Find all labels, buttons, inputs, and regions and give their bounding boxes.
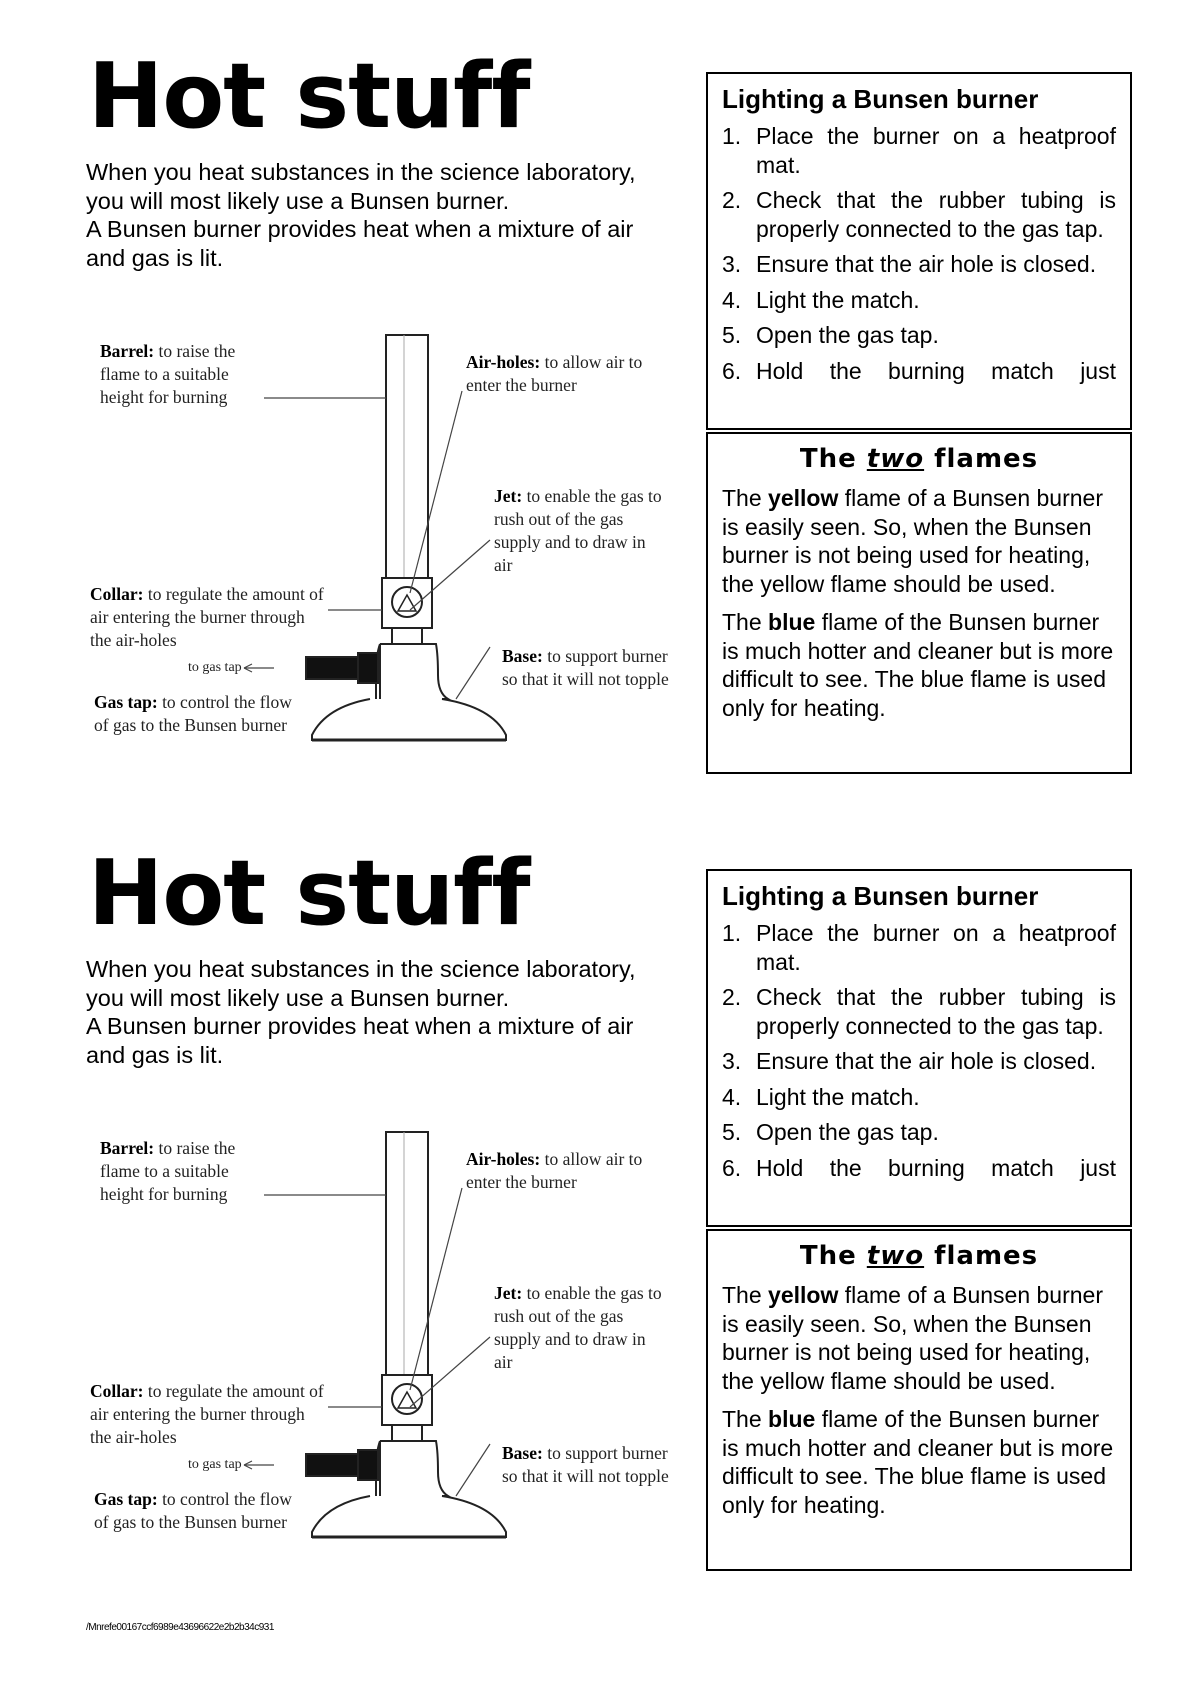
document-id: /Mnrefe00167ccf6989e43696622e2b2b34c931 <box>86 1622 274 1633</box>
lighting-step <box>722 122 1116 179</box>
lighting-step <box>722 186 1116 243</box>
collar-label <box>90 583 328 652</box>
jet-label-text: to enable the gas to rush out of the gas supply and to draw in air <box>494 486 662 575</box>
page-title: Hot stuff <box>88 841 530 946</box>
step-number: 3. <box>722 1048 742 1074</box>
airholes-label <box>466 1148 656 1194</box>
step-number: 3. <box>722 251 742 277</box>
step-text: Hold the burning match just <box>756 1154 1116 1181</box>
flames-heading-pre: The <box>799 444 857 474</box>
yellow-pre: The <box>722 485 762 511</box>
step-text: Ensure that the air hole is closed. <box>756 251 1097 277</box>
step-number: 2. <box>722 187 742 213</box>
step-text: Open the gas tap. <box>756 1119 939 1145</box>
lighting-step <box>722 983 1116 1040</box>
base-label <box>502 645 684 691</box>
base-label <box>502 1442 684 1488</box>
blue-flame-paragraph <box>722 608 1116 722</box>
jet-label-head: Jet: <box>494 486 523 506</box>
base-label-text: to support burner so that it will not topple <box>502 1443 669 1486</box>
intro-line: When you heat substances in the science laboratory, you will most likely use a Bunsen burner. <box>86 956 636 1011</box>
yellow-text: flame of a Bunsen burner is easily seen. So, when the Bunsen burner is not being used for heating, the yellow flame should be used. <box>722 485 1104 597</box>
flames-heading-post: flames <box>934 1241 1039 1271</box>
bunsen-burner-diagram <box>86 1092 686 1562</box>
two-flames-box <box>706 432 1132 774</box>
barrel-label <box>100 340 270 409</box>
step-number: 5. <box>722 1119 742 1145</box>
lighting-step <box>722 357 1116 386</box>
step-number: 6. <box>722 1154 742 1181</box>
step-number: 1. <box>722 920 742 946</box>
yellow-flame-paragraph <box>722 484 1116 598</box>
collar-label-text: to regulate the amount of air entering the burner through the air-holes <box>90 584 324 650</box>
flames-heading-emphasis: two <box>866 444 925 474</box>
collar-label-head: Collar: <box>90 584 144 604</box>
jet-label <box>494 485 664 577</box>
blue-text: flame of the Bunsen burner is much hotter and cleaner but is more difficult to see. The blue flame is used only for heating. <box>722 609 1114 721</box>
gastap-label-text: to control the flow of gas to the Bunsen burner <box>94 692 292 735</box>
flames-heading-pre: The <box>799 1241 857 1271</box>
yellow-word: yellow <box>768 1282 839 1308</box>
jet-label-text: to enable the gas to rush out of the gas supply and to draw in air <box>494 1283 662 1372</box>
base-label-text: to support burner so that it will not topple <box>502 646 669 689</box>
collar-label-head: Collar: <box>90 1381 144 1401</box>
worksheet-panel-2 <box>0 797 1200 1597</box>
gastap-label <box>94 691 294 737</box>
step-text: Place the burner on a heatproof mat. <box>756 123 1116 178</box>
lighting-step <box>722 919 1116 976</box>
step-number: 1. <box>722 123 742 149</box>
blue-flame-paragraph <box>722 1405 1116 1519</box>
intro-line: A Bunsen burner provides heat when a mixture of air and gas is lit. <box>86 1013 634 1068</box>
flames-heading-emphasis: two <box>866 1241 925 1271</box>
airholes-label-text: to allow air to enter the burner <box>466 1149 643 1192</box>
yellow-pre: The <box>722 1282 762 1308</box>
step-text: Check that the rubber tubing is properly connected to the gas tap. <box>756 187 1116 242</box>
blue-word: blue <box>768 1406 816 1432</box>
yellow-flame-paragraph <box>722 1281 1116 1395</box>
blue-pre: The <box>722 609 762 635</box>
lighting-instructions-box <box>706 72 1132 430</box>
blue-pre: The <box>722 1406 762 1432</box>
yellow-word: yellow <box>768 485 839 511</box>
step-text: Open the gas tap. <box>756 322 939 348</box>
step-number: 2. <box>722 984 742 1010</box>
step-number: 4. <box>722 286 742 313</box>
gastap-label <box>94 1488 294 1534</box>
step-number: 5. <box>722 322 742 348</box>
step-text: Hold the burning match just <box>756 357 1116 384</box>
gastap-label-text: to control the flow of gas to the Bunsen burner <box>94 1489 292 1532</box>
gastap-label-head: Gas tap: <box>94 692 158 712</box>
barrel-label <box>100 1137 270 1206</box>
gastap-label-head: Gas tap: <box>94 1489 158 1509</box>
lighting-step <box>722 321 1116 350</box>
lighting-heading: Lighting a Bunsen burner <box>722 881 1039 911</box>
worksheet-panel-1 <box>0 0 1200 800</box>
collar-label <box>90 1380 328 1449</box>
lighting-steps-list <box>722 122 1116 385</box>
intro-text <box>86 158 666 272</box>
intro-text <box>86 955 666 1069</box>
lighting-step <box>722 250 1116 279</box>
intro-line: When you heat substances in the science laboratory, you will most likely use a Bunsen burner. <box>86 159 636 214</box>
step-text: Check that the rubber tubing is properly connected to the gas tap. <box>756 984 1116 1039</box>
blue-word: blue <box>768 609 816 635</box>
jet-label-head: Jet: <box>494 1283 523 1303</box>
collar-label-text: to regulate the amount of air entering the burner through the air-holes <box>90 1381 324 1447</box>
base-label-head: Base: <box>502 646 543 666</box>
step-text: Light the match. <box>756 1083 920 1110</box>
barrel-label-text: to raise the flame to a suitable height for burning <box>100 341 236 407</box>
airholes-label-text: to allow air to enter the burner <box>466 352 643 395</box>
lighting-step <box>722 1118 1116 1147</box>
lighting-step <box>722 1154 1116 1183</box>
barrel-label-text: to raise the flame to a suitable height for burning <box>100 1138 236 1204</box>
to-gas-tap-label: to gas tap <box>188 660 242 675</box>
barrel-label-head: Barrel: <box>100 341 155 361</box>
flames-heading-post: flames <box>934 444 1039 474</box>
intro-line: A Bunsen burner provides heat when a mixture of air and gas is lit. <box>86 216 634 271</box>
barrel-label-head: Barrel: <box>100 1138 155 1158</box>
lighting-step <box>722 286 1116 315</box>
step-text: Place the burner on a heatproof mat. <box>756 920 1116 975</box>
to-gas-tap-label: to gas tap <box>188 1457 242 1472</box>
page-title: Hot stuff <box>88 44 530 149</box>
base-label-head: Base: <box>502 1443 543 1463</box>
flames-heading <box>722 440 1116 478</box>
jet-label <box>494 1282 664 1374</box>
lighting-step <box>722 1083 1116 1112</box>
step-number: 6. <box>722 357 742 384</box>
step-text: Light the match. <box>756 286 920 313</box>
two-flames-box <box>706 1229 1132 1571</box>
lighting-steps-list <box>722 919 1116 1182</box>
lighting-heading: Lighting a Bunsen burner <box>722 84 1039 114</box>
lighting-step <box>722 1047 1116 1076</box>
step-text: Ensure that the air hole is closed. <box>756 1048 1097 1074</box>
airholes-label-head: Air-holes: <box>466 1149 541 1169</box>
flames-heading <box>722 1237 1116 1275</box>
lighting-instructions-box <box>706 869 1132 1227</box>
yellow-text: flame of a Bunsen burner is easily seen. So, when the Bunsen burner is not being used for heating, the yellow flame should be used. <box>722 1282 1104 1394</box>
bunsen-burner-diagram <box>86 295 686 765</box>
airholes-label-head: Air-holes: <box>466 352 541 372</box>
step-number: 4. <box>722 1083 742 1110</box>
airholes-label <box>466 351 656 397</box>
blue-text: flame of the Bunsen burner is much hotter and cleaner but is more difficult to see. The blue flame is used only for heating. <box>722 1406 1114 1518</box>
